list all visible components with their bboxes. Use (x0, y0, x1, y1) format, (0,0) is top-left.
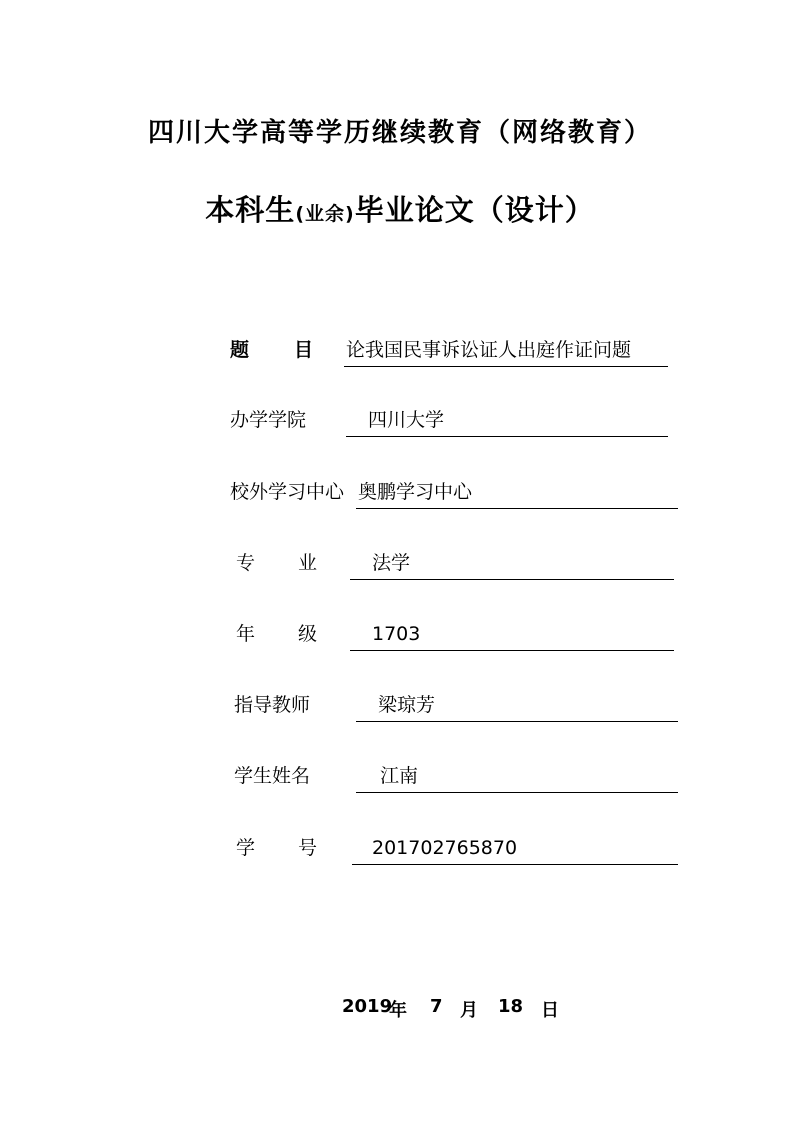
field-student-id-label-char-2: 号 (298, 837, 318, 859)
field-student-value (356, 762, 678, 793)
field-center-value-text: 奥鹏学习中心 (358, 481, 473, 503)
field-topic-value (344, 336, 668, 367)
title-line-1: 四川大学高等学历继续教育（网络教育） (147, 118, 652, 148)
field-center-value (356, 478, 678, 509)
date-day: 18 (498, 996, 524, 1017)
field-topic (0, 336, 800, 370)
field-college-label: 办学学院 (230, 409, 307, 431)
title-line-2-part-c: 毕业论文（设计） (354, 193, 595, 227)
field-major (0, 549, 800, 583)
date-day-unit: 日 (541, 1000, 559, 1021)
field-topic-label-char-1: 题 (230, 339, 250, 361)
field-topic-value-text: 论我国民事诉讼证人出庭作证问题 (346, 339, 632, 361)
field-student-value-text: 江南 (380, 765, 419, 787)
field-advisor (0, 691, 800, 725)
field-advisor-value-text: 梁琼芳 (378, 694, 436, 716)
field-grade (0, 620, 800, 654)
field-student-id-value-text: 201702765870 (372, 837, 518, 859)
field-advisor-label: 指导教师 (234, 694, 311, 716)
field-college-value-text: 四川大学 (368, 409, 445, 431)
date-month: 7 (430, 996, 443, 1017)
title-line-2-part-a: 本科生 (205, 193, 296, 227)
field-grade-value (350, 620, 674, 651)
field-student-id-label-char-1: 学 (236, 837, 256, 859)
field-student-id (0, 834, 800, 868)
field-grade-label-char-1: 年 (236, 623, 256, 645)
field-grade-label-char-2: 级 (298, 623, 318, 645)
field-student (0, 762, 800, 796)
field-center-label: 校外学习中心 (230, 481, 345, 503)
field-topic-label-char-2: 目 (294, 339, 314, 361)
field-center (0, 478, 800, 512)
field-student-label: 学生姓名 (234, 765, 311, 787)
field-advisor-value (356, 691, 678, 722)
field-student-id-value (352, 834, 678, 865)
field-college-value (346, 406, 668, 437)
date-line (0, 996, 800, 1026)
field-college (0, 406, 800, 440)
field-major-value (350, 549, 674, 580)
field-major-label-char-2: 业 (298, 552, 318, 574)
date-month-unit: 月 (460, 1000, 478, 1021)
title-line-2 (0, 188, 800, 229)
field-major-label-char-1: 专 (236, 552, 256, 574)
field-grade-value-text: 1703 (372, 623, 421, 645)
title-line-2-part-b: (业余) (295, 203, 355, 225)
date-year: 2019 (342, 996, 393, 1017)
field-major-value-text: 法学 (372, 552, 411, 574)
date-year-unit: 年 (389, 1000, 407, 1021)
